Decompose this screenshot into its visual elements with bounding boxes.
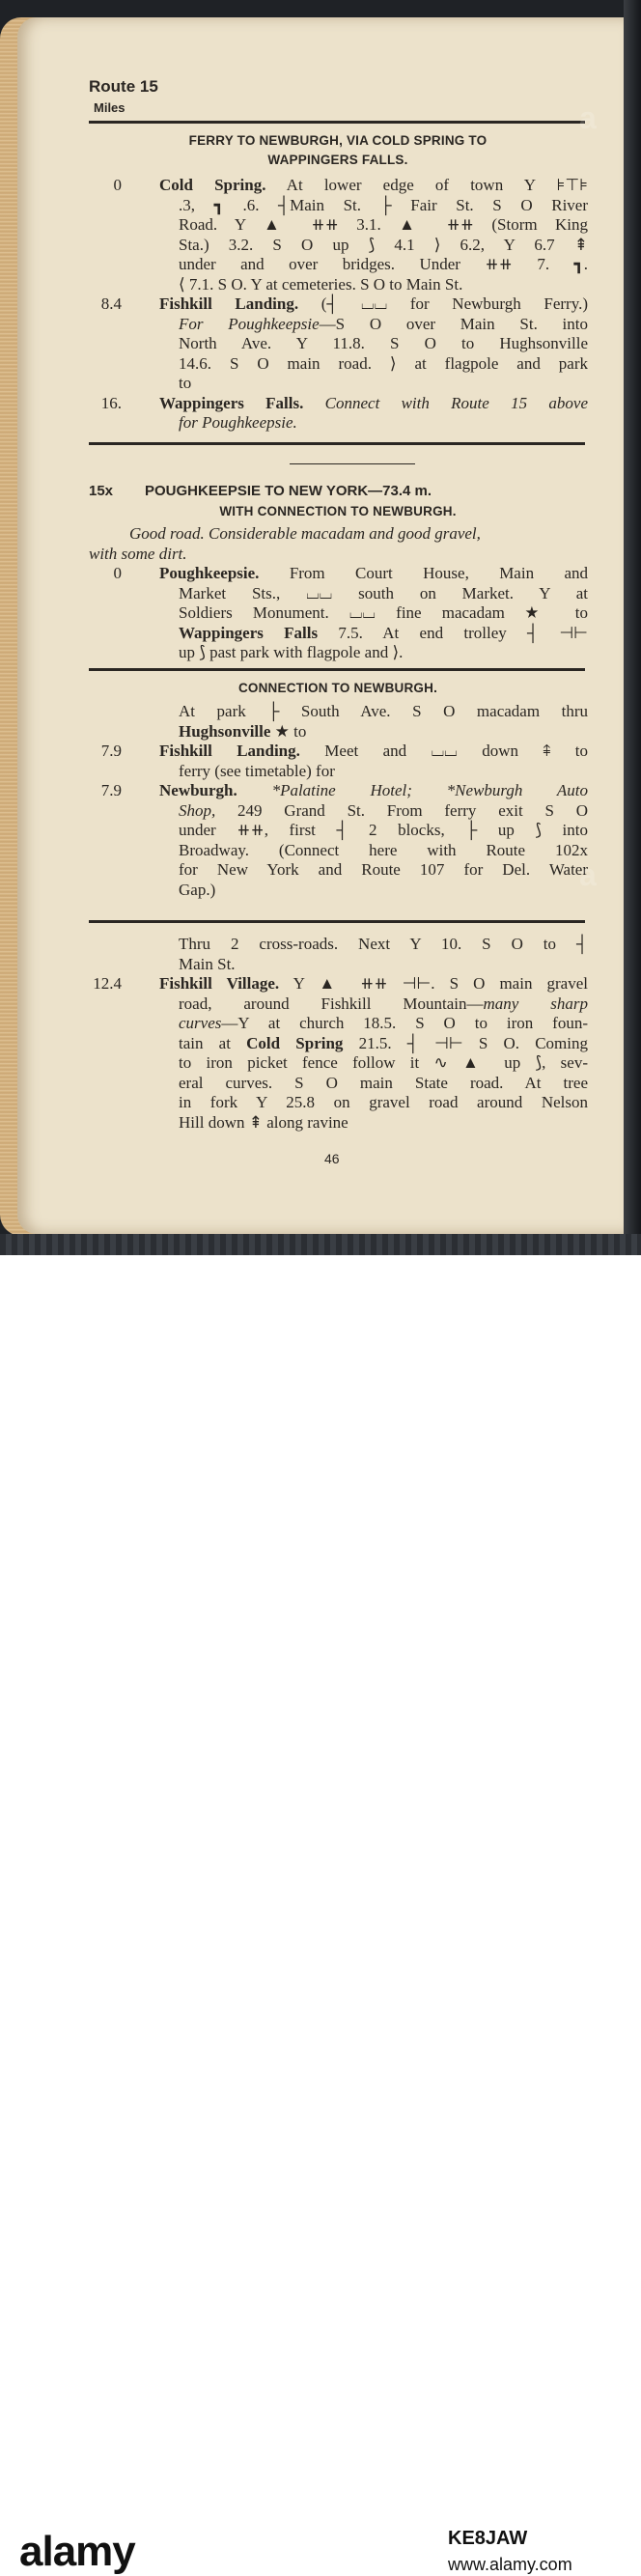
entry-line: Poughkeepsie. From Court House, Main and — [159, 564, 588, 582]
entry-line: curves—Y at church 18.5. S O to iron foun- — [179, 1014, 588, 1032]
divider — [89, 121, 585, 124]
divider — [89, 920, 585, 923]
section2-title: POUGHKEEPSIE TO NEW YORK—73.4 m. — [145, 483, 432, 499]
stock-footer — [0, 1255, 641, 2575]
entry-line: ⟨ 7.1. S O. Y at cemeteries. S O to Main St. — [179, 274, 463, 294]
mileage: 12.4 — [93, 974, 122, 993]
intro-line: Main St. — [179, 954, 236, 973]
image-id: KE8JAW — [448, 2528, 528, 2549]
entry-line: ferry (see timetable) for — [179, 761, 335, 780]
watermark-mark: a — [579, 100, 597, 135]
entry-line: North Ave. Y 11.8. S O to Hughsonville — [179, 334, 588, 352]
entry-line: 14.6. S O main road. ⟩ at flagpole and park — [179, 353, 588, 373]
entry-line: Fishkill Landing. (┤ ⌴⌴ for Newburgh Ferry.) — [159, 294, 589, 313]
entry-line: up ⟆ past park with flagpole and ⟩. — [179, 643, 404, 661]
entry-line: Road. Y ▲ ⧺⧺ 3.1. ▲ ⧺⧺ (Storm King — [179, 215, 588, 234]
book-binding — [624, 0, 641, 1255]
entry-line: Newburgh. *Palatine Hotel; *Newburgh Auto — [159, 781, 588, 799]
site-url: www.alamy.com — [448, 2555, 572, 2574]
mileage: 7.9 — [100, 781, 122, 799]
mileage: 7.9 — [100, 742, 122, 760]
entry-line: Broadway. (Connect here with Route 102x — [179, 840, 588, 859]
entry-line: for New York and Route 107 for Del. Water — [179, 860, 588, 879]
intro-line: Hughsonville ★ to — [179, 721, 307, 741]
mileage: 8.4 — [100, 294, 122, 313]
entry-line: in fork Y 25.8 on gravel road around Nelson — [179, 1093, 588, 1111]
section1-title: FERRY TO NEWBURGH, VIA COLD SPRING TO WAPPINGERS FALLS. — [188, 133, 488, 167]
entry-line: .3, ┓ .6. ┤Main St. ├ Fair St. S O River — [179, 195, 588, 214]
entry-line: Hill down ⇞ along ravine — [179, 1112, 348, 1132]
entry-line: to — [179, 374, 192, 392]
page-number: 46 — [324, 1151, 340, 1166]
cover-edge — [0, 1234, 641, 1255]
entry-line: Soldiers Monument. ⌴⌴ fine macadam ★ to — [179, 603, 588, 622]
section3-title: CONNECTION TO NEWBURGH. — [237, 681, 438, 695]
entry-line: Sta.) 3.2. S O up ⟆ 4.1 ⟩ 6.2, Y 6.7 ⇞ — [179, 235, 588, 254]
short-divider — [290, 463, 415, 464]
divider — [89, 442, 585, 445]
divider — [89, 668, 585, 671]
entry-line: to iron picket fence follow it ∿ ▲ up ⟆, sev- — [179, 1053, 588, 1072]
book-photo — [0, 0, 641, 1255]
entry-line: Market Sts., ⌴⌴ south on Market. Y at — [179, 583, 588, 602]
entry-line: Shop, 249 Grand St. From ferry exit S O — [179, 800, 588, 820]
entry-line: Gap.) — [179, 880, 216, 899]
entry-line: Fishkill Landing. Meet and ⌴⌴ down ⇞ to — [159, 742, 588, 760]
entry-line: under and over bridges. Under ⧺⧺ 7. ┓. — [179, 255, 588, 273]
mileage: 0 — [113, 564, 122, 582]
entry-line: Wappingers Falls 7.5. At end trolley ┤ ⊣⊢ — [179, 623, 588, 642]
mileage: 16. — [100, 393, 122, 412]
watermark-mark: a — [579, 857, 597, 892]
route-id: 15x — [89, 483, 114, 499]
entry-line: for Poughkeepsie. — [179, 413, 297, 432]
entry-line: Wappingers Falls. Connect with Route 15 above — [159, 393, 588, 412]
entry-line: Cold Spring. At lower edge of town Y ⊧⊤⊧ — [159, 176, 588, 194]
entry-line: road, around Fishkill Mountain—many sharp — [179, 994, 588, 1013]
entry-line: eral curves. S O main State road. At tree — [179, 1073, 588, 1092]
entry-line: tain at Cold Spring 21.5. ┤ ⊣⊢ S O. Coming — [179, 1033, 588, 1052]
section2-subtitle: WITH CONNECTION TO NEWBURGH. — [219, 504, 457, 518]
entry-line: Fishkill Village. Y ▲ ⧺⧺ ⊣⊢. S O main gravel — [159, 974, 588, 993]
entry-line: under ⧺⧺, first ┤ 2 blocks, ├ up ⟆ into — [179, 821, 588, 839]
intro-line: Thru 2 cross-roads. Next Y 10. S O to ┤ — [179, 935, 588, 953]
mileage: 0 — [113, 176, 122, 194]
alamy-logo: alamy — [19, 2528, 135, 2575]
miles-column-label: Miles — [94, 100, 125, 115]
entry-line: For Poughkeepsie—S O over Main St. into — [179, 314, 588, 333]
intro-line: At park ├ South Ave. S O macadam thru — [179, 702, 588, 720]
section2-intro: Good road. Considerable macadam and good gravel, with some dirt. — [89, 524, 481, 563]
route-header: Route 15 — [89, 77, 158, 96]
